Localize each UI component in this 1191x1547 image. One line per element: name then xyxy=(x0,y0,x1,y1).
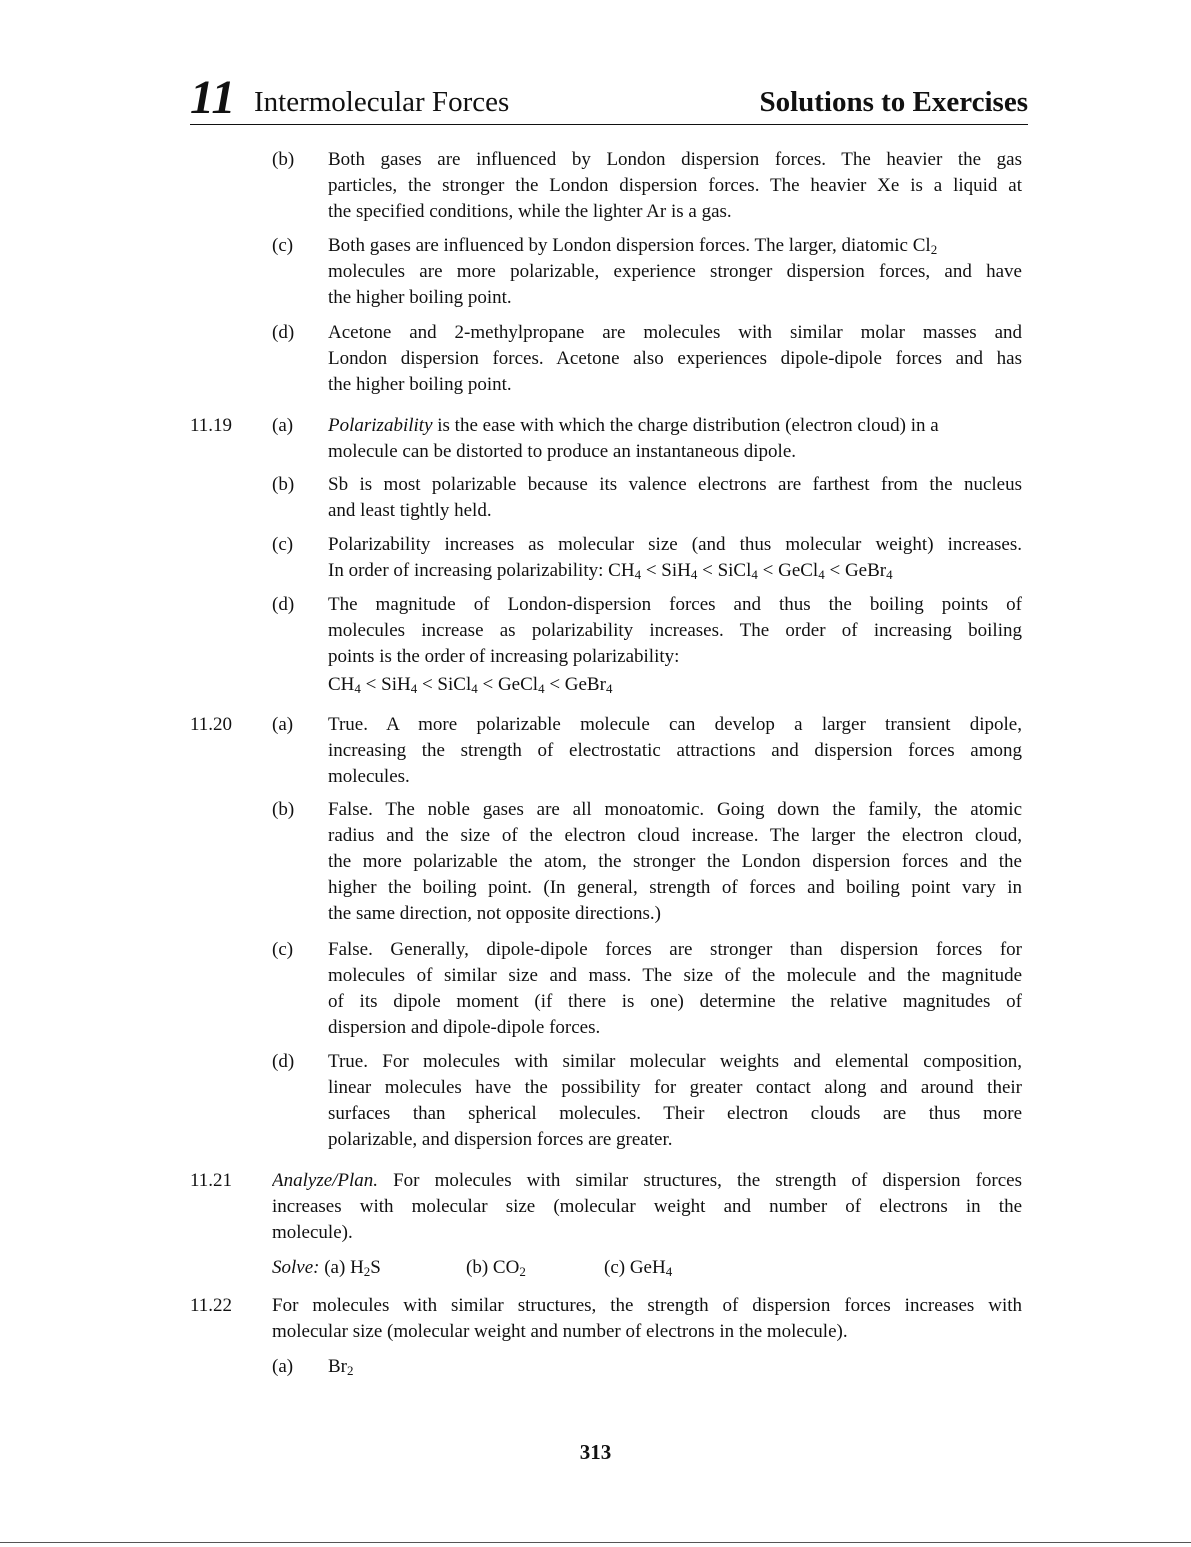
solve-answer-c: (c) GeH$_4$ xyxy=(604,1257,673,1279)
text-line: Analyze/Plan. For molecules with similar structures, the strength of dispersion forces xyxy=(272,1170,1022,1191)
solve-answer-b: (b) $CO_2$ xyxy=(466,1257,526,1279)
chapter-number: 11 xyxy=(190,71,236,124)
label-b: (b) xyxy=(272,799,295,820)
section-title: Solutions to Exercises xyxy=(759,86,1028,118)
label-d: (d) xyxy=(272,322,295,343)
text-line: the specified conditions, while the lighter Ar is a gas. xyxy=(328,201,732,222)
text-line: Sb is most polarizable because its valence electrons are farthest from the nucleus xyxy=(328,474,1022,495)
label-d: (d) xyxy=(272,1051,295,1072)
label-c: (c) xyxy=(272,939,294,960)
text-line: radius and the size of the electron cloud increase. The larger the electron cloud, xyxy=(328,825,1022,846)
label-c: (c) xyxy=(272,235,294,256)
text-line: points is the order of increasing polarizability: xyxy=(328,646,680,667)
text-line: the more polarizable the atom, the stronger the London dispersion forces and the xyxy=(328,851,1022,872)
text-line: the higher boiling point. xyxy=(328,374,512,395)
label-a: (a) xyxy=(272,1356,294,1377)
text-line: increasing the strength of electrostatic attractions and dispersion forces among xyxy=(328,740,1022,761)
page-number: 313 xyxy=(579,1440,612,1464)
text-line: Acetone and 2-methylpropane are molecules with similar molar masses and xyxy=(328,322,1022,343)
text-line: polarizable, and dispersion forces are greater. xyxy=(328,1129,673,1150)
boiling-point-order: $CH_4 < SiH_4$ < SiCl$_4$ < GeCl$_4$ < GeBr$_4$ xyxy=(328,674,613,696)
text-line: True. A more polarizable molecule can develop a larger transient dipole, xyxy=(328,714,1022,735)
text-line: Polarizability is the ease with which the charge distribution (electron cloud) in a xyxy=(328,415,939,436)
text-line: of its dipole moment (if there is one) determine the relative magnitudes of xyxy=(328,991,1022,1012)
label-d: (d) xyxy=(272,594,295,615)
text-line: $Br_2$ xyxy=(328,1356,354,1378)
problem-number: 11.19 xyxy=(190,415,233,436)
text-line: the higher boiling point. xyxy=(328,287,512,308)
page-header xyxy=(190,72,1028,126)
header-rule xyxy=(190,124,1028,125)
text-line: molecular size (molecular weight and number of electrons in the molecule). xyxy=(272,1321,848,1342)
problem-number: 11.22 xyxy=(190,1295,233,1316)
polarizability-order: In order of increasing polarizability: $CH_4 < SiH_4$ < SiCl$_4$ < GeCl$_4$ < GeBr$_4$ xyxy=(328,560,893,582)
label-c: (c) xyxy=(272,534,294,555)
text-line: Both gases are influenced by London dispersion forces. The heavier the gas xyxy=(328,149,1022,170)
bottom-rule xyxy=(0,1542,1191,1543)
text-line: Both gases are influenced by London dispersion forces. The larger, diatomic $Cl_2$ xyxy=(328,235,938,257)
text-line: molecule). xyxy=(272,1222,353,1243)
text-line: False. Generally, dipole-dipole forces are stronger than dispersion forces for xyxy=(328,939,1022,960)
chapter-title: Intermolecular Forces xyxy=(254,86,510,118)
text-line: molecules increase as polarizability increases. The order of increasing boiling xyxy=(328,620,1022,641)
text-line: Polarizability increases as molecular size (and thus molecular weight) increases. xyxy=(328,534,1022,555)
problem-number: 11.21 xyxy=(190,1170,233,1191)
text-line: dispersion and dipole-dipole forces. xyxy=(328,1017,601,1038)
label-a: (a) xyxy=(272,415,294,436)
text-line: True. For molecules with similar molecular weights and elemental composition, xyxy=(328,1051,1022,1072)
text-line: molecules are more polarizable, experience stronger dispersion forces, and have xyxy=(328,261,1022,282)
text-line: molecule can be distorted to produce an instantaneous dipole. xyxy=(328,441,796,462)
text-line: surfaces than spherical molecules. Their electron clouds are thus more xyxy=(328,1103,1022,1124)
text-line: London dispersion forces. Acetone also experiences dipole-dipole forces and has xyxy=(328,348,1022,369)
text-line: the same direction, not opposite directions.) xyxy=(328,903,661,924)
problem-number: 11.20 xyxy=(190,714,233,735)
text-line: linear molecules have the possibility for greater contact along and around their xyxy=(328,1077,1022,1098)
text-line: higher the boiling point. (In general, strength of forces and boiling point vary in xyxy=(328,877,1022,898)
text-line: molecules of similar size and mass. The size of the molecule and the magnitude xyxy=(328,965,1022,986)
text-line: and least tightly held. xyxy=(328,500,492,521)
text-line: For molecules with similar structures, the strength of dispersion forces increases with xyxy=(272,1295,1022,1316)
label-a: (a) xyxy=(272,714,294,735)
text-line: The magnitude of London-dispersion forces and thus the boiling points of xyxy=(328,594,1022,615)
text-line: molecules. xyxy=(328,766,410,787)
text-line: increases with molecular size (molecular weight and number of electrons in the xyxy=(272,1196,1022,1217)
label-b: (b) xyxy=(272,149,295,170)
text-line: particles, the stronger the London dispersion forces. The heavier Xe is a liquid at xyxy=(328,175,1022,196)
text-line: False. The noble gases are all monoatomic. Going down the family, the atomic xyxy=(328,799,1022,820)
solve-line: Solve: (a) $H_2S$ xyxy=(272,1257,381,1279)
label-b: (b) xyxy=(272,474,295,495)
